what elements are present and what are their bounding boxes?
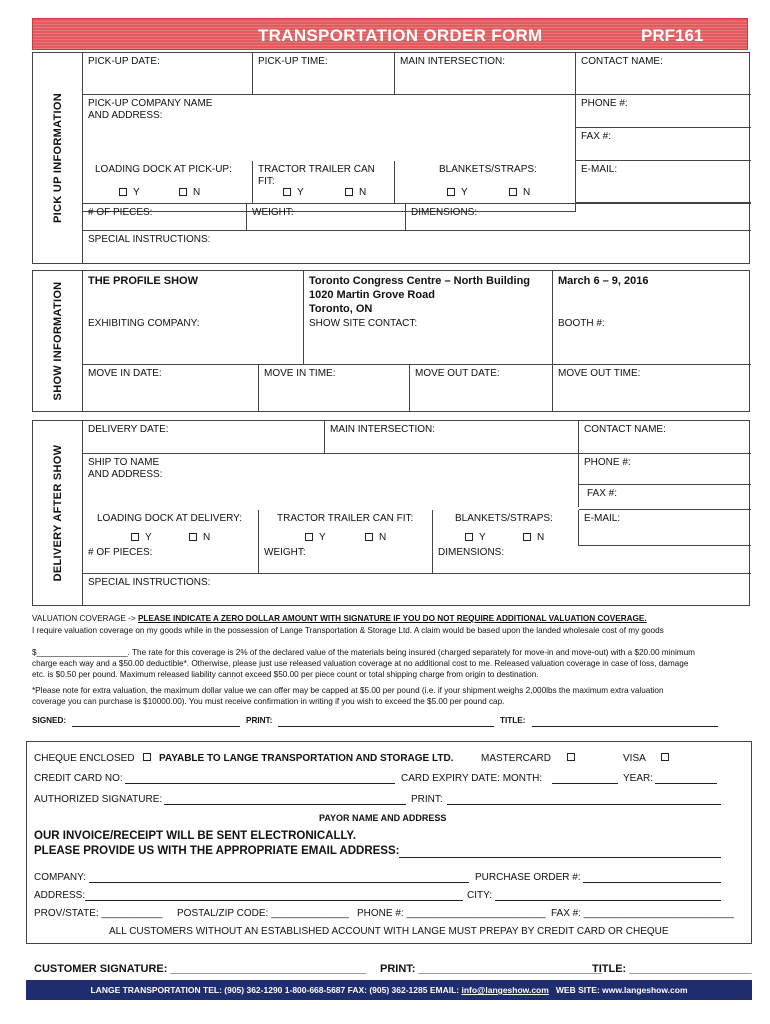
visa-checkbox[interactable] [661, 753, 669, 761]
delivery-side-label: DELIVERY AFTER SHOW [33, 421, 83, 605]
valuation-title-label: TITLE: [500, 716, 526, 725]
pickup-tractor: TRACTOR TRAILER CAN FIT: [253, 161, 395, 203]
pickup-dock-yes[interactable]: Y [119, 187, 140, 198]
delivery-contact-field[interactable]: CONTACT NAME: [579, 421, 751, 454]
pickup-dimensions-field[interactable]: DIMENSIONS: [406, 203, 751, 231]
exhibiting-company-field[interactable]: EXHIBITING COMPANY: [83, 315, 304, 365]
footer-bar [26, 980, 752, 1000]
valuation-line-3: $____________________. The rate for this coverage is 2% of the declared value of the materials being insured (charged separately for move-in and move-out) with a $20.00 minimum [32, 648, 695, 657]
delivery-tractor-yes[interactable]: Y [305, 532, 326, 543]
booth-field[interactable]: BOOTH #: [553, 315, 751, 365]
pickup-tractor-no[interactable]: N [345, 187, 366, 198]
move-out-date-field[interactable]: MOVE OUT DATE: [410, 365, 553, 412]
move-in-time-field[interactable]: MOVE IN TIME: [259, 365, 410, 412]
delivery-section [32, 420, 750, 606]
pickup-fax-field[interactable]: FAX #: [576, 128, 751, 161]
pickup-company-field[interactable]: PICK-UP COMPANY NAME AND ADDRESS: [83, 95, 576, 212]
delivery-blankets-no[interactable]: N [523, 532, 544, 543]
checkbox-icon [189, 533, 197, 541]
delivery-tractor: TRACTOR TRAILER CAN FIT: [259, 510, 433, 546]
checkbox-icon [509, 188, 517, 196]
delivery-weight-field[interactable]: WEIGHT: [259, 544, 433, 574]
move-in-date-field[interactable]: MOVE IN DATE: [83, 365, 259, 412]
purchase-order-line[interactable] [583, 882, 721, 883]
cheque-enclosed-label: CHEQUE ENCLOSED [34, 753, 135, 764]
pickup-intersection-field[interactable]: MAIN INTERSECTION: [395, 53, 576, 95]
checkbox-icon [365, 533, 373, 541]
prepay-note: ALL CUSTOMERS WITHOUT AN ESTABLISHED ACCOUNT WITH LANGE MUST PREPAY BY CREDIT CARD OR CHEQUE [109, 926, 669, 937]
pickup-blankets-yes[interactable]: Y [447, 187, 468, 198]
card-number-line[interactable] [125, 783, 395, 784]
checkbox-icon [283, 188, 291, 196]
signature-print-field[interactable]: PRINT: ______________________________ [380, 963, 603, 975]
form-code: PRF161 [641, 26, 704, 45]
customer-signature-field[interactable]: CUSTOMER SIGNATURE: ________________________________ [34, 963, 367, 975]
visa-label: VISA [623, 753, 646, 764]
footer-email-link[interactable]: info@langeshow.com [461, 985, 549, 995]
valuation-title-line[interactable] [532, 726, 718, 727]
form-title: TRANSPORTATION ORDER FORM [258, 26, 543, 45]
pickup-date-field[interactable]: PICK-UP DATE: [83, 53, 253, 95]
company-line[interactable] [89, 882, 469, 883]
show-name: THE PROFILE SHOW [83, 271, 304, 315]
checkbox-icon [119, 188, 127, 196]
payor-phone-field[interactable]: PHONE #: _________________________ [357, 908, 546, 919]
prov-state-field[interactable]: PROV/STATE: ___________ [34, 908, 163, 919]
postal-code-field[interactable]: POSTAL/ZIP CODE: ______________ [177, 908, 349, 919]
pickup-blankets-no[interactable]: N [509, 187, 530, 198]
checkbox-icon [447, 188, 455, 196]
delivery-intersection-field[interactable]: MAIN INTERSECTION: [325, 421, 579, 454]
delivery-blankets-yes[interactable]: Y [465, 532, 486, 543]
delivery-special-field[interactable]: SPECIAL INSTRUCTIONS: [88, 577, 211, 588]
valuation-line-4: charge each way and a $50.00 deductible*. Otherwise, please just use released valuation coverage at no additional cost to me. Released valuation coverage in case of loss, damage [32, 659, 689, 668]
valuation-print-label: PRINT: [246, 716, 273, 725]
checkbox-icon [131, 533, 139, 541]
cheque-checkbox[interactable] [143, 753, 151, 761]
delivery-phone-field[interactable]: PHONE #: [579, 454, 751, 485]
payor-fax-field[interactable]: FAX #: ___________________________ [551, 908, 734, 919]
city-line[interactable] [495, 900, 721, 901]
move-out-time-field[interactable]: MOVE OUT TIME: [558, 368, 641, 379]
pickup-special-field[interactable]: SPECIAL INSTRUCTIONS: [88, 234, 211, 245]
valuation-signed-line[interactable] [72, 726, 240, 727]
delivery-dimensions-field[interactable]: DIMENSIONS: [433, 544, 751, 574]
authorized-signature-line[interactable] [164, 804, 406, 805]
delivery-tractor-no[interactable]: N [365, 532, 386, 543]
checkbox-icon [345, 188, 353, 196]
invoice-line-1: OUR INVOICE/RECEIPT WILL BE SENT ELECTRONICALLY. [34, 830, 357, 842]
expiry-year-label: YEAR: [623, 773, 654, 784]
footer-website: WEB SITE: www.langeshow.com [555, 985, 688, 995]
pickup-time-field[interactable]: PICK-UP TIME: [253, 53, 395, 95]
checkbox-icon [179, 188, 187, 196]
invoice-line-2: PLEASE PROVIDE US WITH THE APPROPRIATE EMAIL ADDRESS: [34, 845, 400, 857]
pickup-blankets: BLANKETS/STRAPS: [395, 161, 576, 203]
invoice-email-line[interactable] [399, 857, 721, 858]
show-section [32, 270, 750, 412]
delivery-dock-yes[interactable]: Y [131, 532, 152, 543]
valuation-line-6: *Please note for extra valuation, the maximum dollar value we can offer may be capped at $5.00 per pound (i.e. if your shipment weighs 2,000lbs the maximum extra valuation [32, 686, 664, 695]
mastercard-checkbox[interactable] [567, 753, 575, 761]
expiry-year-line[interactable] [655, 783, 717, 784]
company-label: COMPANY: [34, 872, 87, 883]
purchase-order-label: PURCHASE ORDER #: [475, 872, 581, 883]
pickup-dock-no[interactable]: N [179, 187, 200, 198]
address-label: ADDRESS: [34, 890, 86, 901]
delivery-email-field[interactable]: E-MAIL: [579, 510, 751, 546]
delivery-fax-field[interactable]: FAX #: [579, 485, 751, 510]
mastercard-label: MASTERCARD [481, 753, 552, 764]
delivery-date-field[interactable]: DELIVERY DATE: [83, 421, 325, 454]
show-dates: March 6 – 9, 2016 [558, 275, 649, 287]
checkbox-icon [305, 533, 313, 541]
expiry-month-line[interactable] [552, 783, 618, 784]
show-site-contact-field[interactable]: SHOW SITE CONTACT: [304, 315, 553, 365]
checkbox-icon [465, 533, 473, 541]
delivery-pieces-field[interactable]: # OF PIECES: [83, 544, 259, 574]
address-line[interactable] [85, 900, 463, 901]
pickup-loading-dock: LOADING DOCK AT PICK-UP: [83, 161, 253, 203]
auth-print-label: PRINT: [411, 794, 443, 805]
valuation-print-line[interactable] [278, 726, 494, 727]
valuation-line-2: I require valuation coverage on my goods while in the possession of Lange Transportation & Storage Ltd. A claim would be based upon the landed wholesale cost of my goods [32, 626, 664, 635]
payable-to-label: PAYABLE TO LANGE TRANSPORTATION AND STORAGE LTD. [159, 753, 454, 764]
card-number-label: CREDIT CARD NO: [34, 773, 123, 784]
pickup-weight-field[interactable]: WEIGHT: [247, 203, 406, 231]
pickup-side-label: PICK UP INFORMATION [33, 53, 83, 263]
pickup-tractor-yes[interactable]: Y [283, 187, 304, 198]
show-venue: Toronto Congress Centre – North Building 1020 Martin Grove Road Toronto, ON [304, 271, 553, 315]
pickup-phone-field[interactable]: PHONE #: [576, 95, 751, 128]
valuation-signed-label: SIGNED: [32, 716, 67, 725]
valuation-heading: VALUATION COVERAGE -> PLEASE INDICATE A ZERO DOLLAR AMOUNT WITH SIGNATURE IF YOU DO NOT REQUIRE ADDITIONAL VALUATION COVERAGE. [32, 614, 647, 623]
authorized-signature-label: AUTHORIZED SIGNATURE: [34, 794, 163, 805]
pickup-contact-field[interactable]: CONTACT NAME: [576, 53, 751, 95]
checkbox-icon [523, 533, 531, 541]
card-expiry-label: CARD EXPIRY DATE: MONTH: [401, 773, 543, 784]
valuation-line-5: etc. is $0.50 per pound. Maximum released liability cannot exceed $50.00 per piece count or total shipping charge from origin to destination. [32, 670, 539, 679]
delivery-blankets: BLANKETS/STRAPS: [433, 510, 579, 546]
pickup-section [32, 52, 750, 264]
delivery-dock-no[interactable]: N [189, 532, 210, 543]
signature-title-field[interactable]: TITLE: ____________________ [592, 963, 752, 975]
pickup-email-field[interactable]: E-MAIL: [576, 161, 751, 203]
show-side-label: SHOW INFORMATION [33, 271, 83, 411]
delivery-loading-dock: LOADING DOCK AT DELIVERY: [83, 510, 259, 546]
form-header [32, 18, 748, 50]
valuation-line-7: coverage you can purchase is $10000.00). You must receive confirmation in writing if you wish to exceed the $5.00 per pound cap. [32, 697, 505, 706]
auth-print-line[interactable] [447, 804, 721, 805]
payor-heading: PAYOR NAME AND ADDRESS [319, 813, 447, 823]
city-label: CITY: [467, 890, 493, 901]
footer-contact: LANGE TRANSPORTATION TEL: (905) 362-1290 1-800-668-5687 FAX: (905) 362-1285 EMAIL: [90, 985, 460, 995]
payment-section [26, 741, 752, 944]
pickup-pieces-field[interactable]: # OF PIECES: [83, 203, 247, 231]
ship-to-field[interactable]: SHIP TO NAME AND ADDRESS: [83, 454, 579, 507]
